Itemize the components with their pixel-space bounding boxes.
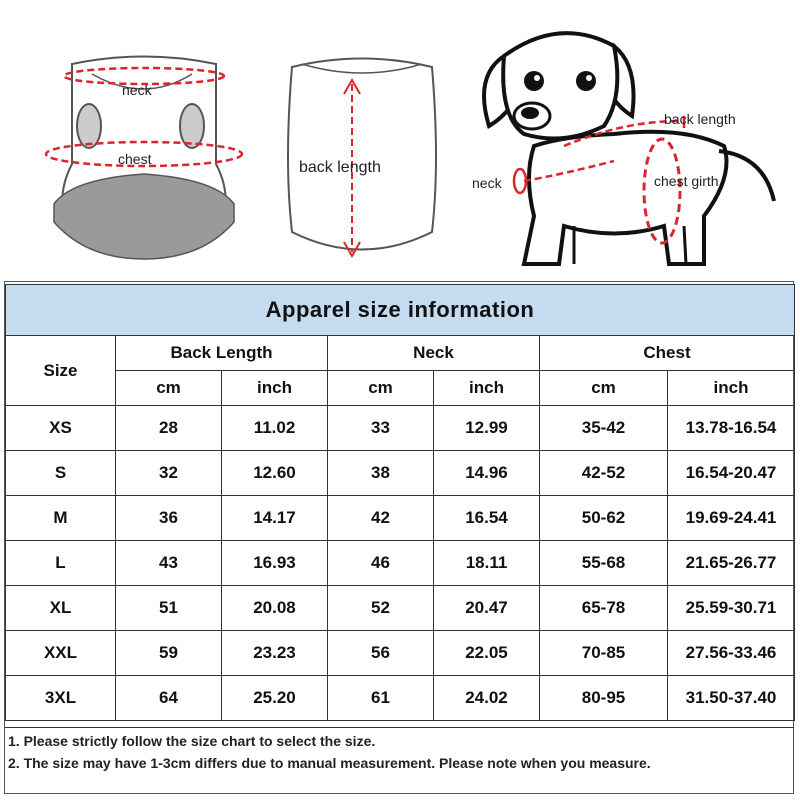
value-cell: 33	[328, 406, 434, 451]
value-cell: 14.17	[222, 496, 328, 541]
value-cell: 20.08	[222, 586, 328, 631]
value-cell: 32	[116, 451, 222, 496]
value-cell: 20.47	[434, 586, 540, 631]
value-cell: 27.56-33.46	[668, 631, 795, 676]
value-cell: 11.02	[222, 406, 328, 451]
notes-section	[5, 727, 794, 793]
table-row	[6, 451, 795, 496]
neck-header: Neck	[328, 336, 540, 371]
value-cell: 12.99	[434, 406, 540, 451]
note-line: 2. The size may have 1-3cm differs due to manual measurement. Please note when you measure.	[8, 755, 651, 771]
size-cell: 3XL	[6, 676, 116, 721]
value-cell: 59	[116, 631, 222, 676]
value-cell: 18.11	[434, 541, 540, 586]
value-cell: 46	[328, 541, 434, 586]
size-table-wrapper	[5, 284, 794, 721]
value-cell: 38	[328, 451, 434, 496]
value-cell: 70-85	[540, 631, 668, 676]
note-line: 1. Please strictly follow the size chart to select the size.	[8, 733, 376, 749]
value-cell: 51	[116, 586, 222, 631]
table-row	[6, 586, 795, 631]
measurement-illustration	[4, 4, 794, 282]
value-cell: 52	[328, 586, 434, 631]
unit-header: inch	[434, 371, 540, 406]
value-cell: 61	[328, 676, 434, 721]
value-cell: 42	[328, 496, 434, 541]
value-cell: 25.20	[222, 676, 328, 721]
value-cell: 35-42	[540, 406, 668, 451]
value-cell: 16.93	[222, 541, 328, 586]
size-cell: S	[6, 451, 116, 496]
value-cell: 36	[116, 496, 222, 541]
size-cell: M	[6, 496, 116, 541]
garment-front-illustration	[32, 44, 257, 269]
table-row	[6, 631, 795, 676]
value-cell: 65-78	[540, 586, 668, 631]
dog-chest-girth-label: chest girth	[654, 173, 719, 189]
table-row	[6, 676, 795, 721]
chest-header: Chest	[540, 336, 795, 371]
value-cell: 42-52	[540, 451, 668, 496]
value-cell: 31.50-37.40	[668, 676, 795, 721]
value-cell: 55-68	[540, 541, 668, 586]
size-cell: L	[6, 541, 116, 586]
value-cell: 24.02	[434, 676, 540, 721]
value-cell: 16.54-20.47	[668, 451, 795, 496]
value-cell: 13.78-16.54	[668, 406, 795, 451]
value-cell: 14.96	[434, 451, 540, 496]
unit-header: cm	[328, 371, 434, 406]
dog-neck-label: neck	[472, 175, 502, 191]
unit-header: inch	[668, 371, 795, 406]
front-neck-label: neck	[122, 82, 152, 98]
back-length-label: back length	[299, 159, 381, 176]
unit-header: cm	[540, 371, 668, 406]
value-cell: 22.05	[434, 631, 540, 676]
back-length-header: Back Length	[116, 336, 328, 371]
value-cell: 25.59-30.71	[668, 586, 795, 631]
unit-header: inch	[222, 371, 328, 406]
size-cell: XXL	[6, 631, 116, 676]
value-cell: 19.69-24.41	[668, 496, 795, 541]
value-cell: 56	[328, 631, 434, 676]
dog-back-length-label: back length	[664, 111, 736, 127]
unit-header: cm	[116, 371, 222, 406]
value-cell: 50-62	[540, 496, 668, 541]
value-cell: 43	[116, 541, 222, 586]
table-title: Apparel size information	[6, 285, 795, 336]
value-cell: 28	[116, 406, 222, 451]
value-cell: 80-95	[540, 676, 668, 721]
value-cell: 23.23	[222, 631, 328, 676]
value-cell: 64	[116, 676, 222, 721]
size-header: Size	[6, 336, 116, 406]
garment-back-illustration	[272, 52, 452, 267]
value-cell: 21.65-26.77	[668, 541, 795, 586]
table-row	[6, 541, 795, 586]
value-cell: 12.60	[222, 451, 328, 496]
table-row	[6, 496, 795, 541]
front-chest-label: chest	[118, 151, 152, 167]
table-row	[6, 406, 795, 451]
value-cell: 16.54	[434, 496, 540, 541]
size-table	[5, 284, 795, 721]
size-cell: XS	[6, 406, 116, 451]
dog-illustration	[464, 16, 784, 278]
size-cell: XL	[6, 586, 116, 631]
